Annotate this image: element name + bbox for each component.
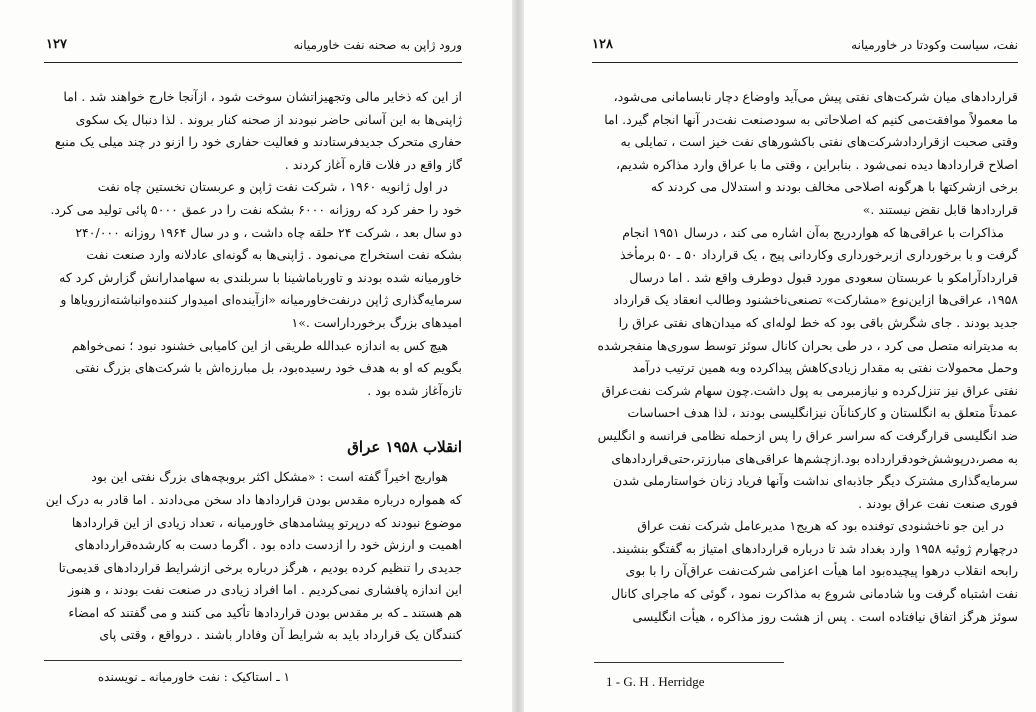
text-line: خود را حفر کرد که روزانه ۶۰۰۰ بشکه نفت را در عمق ۵۰۰۰ پائی تولید می کرد. bbox=[50, 201, 462, 217]
left-running-head bbox=[44, 34, 462, 56]
right-page-number: ۱۲۸ bbox=[592, 37, 613, 52]
text-line: وحمل محمولات نفتی به مقدار زیادی‌کاهش پیداکرده وبه همین ترتیب درآمد bbox=[632, 360, 1018, 376]
text-line: اصلاح قراردادها دیده نمی‌شود . بنابراین ، وقتی ما با عراق وارد مذاکره شدیم، bbox=[616, 156, 1018, 172]
right-head-rule bbox=[592, 62, 1018, 63]
text-line: گرفت و با برخورداری ازبرخورداری وکاردانی پیج ، یک قرارداد ۵۰ ـ ۵۰ برمأخذ bbox=[620, 247, 1018, 263]
text-line: از این که ذخایر مالی وتجهیزاتشان سوخت شود ، ازآنجا خارج خواهند شد . اما bbox=[63, 89, 462, 104]
text-line: بگویم که او به هدف خود رسیده‌بود، بل مبارزه‌اش با شرکت‌های بزرگ نفتی bbox=[75, 360, 462, 376]
text-line: حفاری متحرک جدیدفرستادند و فعالیت حفاری خود را ازنو در چند میلی یک منبع bbox=[54, 134, 462, 150]
text-line: خاورمیانه شده بودند و تاورباماشینا با سربلندی به سهامدارانش گزارش کرد که bbox=[59, 269, 462, 285]
text-line: این اندازه پافشاری نمی‌کردیم . اما افراد زیادی در صنعت نفت بودند ، و هنوز bbox=[68, 582, 462, 598]
text-line: سرمایه‌گذاری مشترک دیگر جاذبه‌ای نداشت وآنها فریاد زنان خواستارملی شدن bbox=[613, 473, 1018, 489]
text-line: برخی ازشرکتها با هرگونه اصلاحی مخالف بودند و استدلال می کردند که bbox=[650, 179, 1018, 195]
left-page bbox=[0, 0, 512, 712]
text-line: اهمیت و ارزش خود را ازدست داده بود . اگرما دست به کارشده‌قراردادهای bbox=[74, 537, 462, 553]
text-line: فوری صنعت نفت عراق بودند . bbox=[858, 495, 1018, 511]
text-line: کنندگان یک قرارداد باید به شرایط آن وفادار باشند . درواقع ، وقتی پای bbox=[99, 627, 462, 643]
text-line: قراردادهای میان شرکت‌های نفتی پیش می‌آید واوضاع دچار نابسامانی می‌شود، bbox=[613, 89, 1018, 104]
text-line: وقتی صحبت ازقراردادشرکت‌های نفتی باکشورهای نفت خیز است ، تمایلی به bbox=[620, 134, 1018, 150]
text-line: به مدیترانه متصل می کرد ، در طی بحران کانال سوئز توسط سوری‌ها منفجرشده bbox=[597, 337, 1018, 353]
text-line: هیچ کس به اندازه عبدالله طریقی از این کامیابی خشنود نبود ؛ نمی‌خواهم bbox=[71, 337, 448, 353]
left-head-rule bbox=[44, 62, 462, 63]
text-line: قراردادها قابل نقض نیستند .» bbox=[862, 201, 1018, 217]
text-line: ۱۹۵۸، عراقی‌ها ازاین‌نوع «مشارکت» تصنعی‌ناخشنود وطالب انعقاد یک قرارداد bbox=[613, 292, 1018, 308]
right-body-text bbox=[594, 86, 1018, 628]
text-line: تازه‌آغاز شده بود . bbox=[367, 382, 462, 398]
text-line: عمدتاً متعلق به انگلستان و کارکنانآن نیزانگلیسی بودند ، لذا هدف احساسات bbox=[627, 405, 1018, 421]
text-line: مذاکرات با عراقی‌ها که هواردریج به‌آن اشاره می کند ، درسال ۱۹۵۱ انجام bbox=[622, 224, 1004, 240]
text-line: ما معمولاً موافقت‌می کنیم که اصلاحاتی به سودصنعت نفت‌در آنها انجام گیرد. اما bbox=[604, 111, 1018, 127]
text-line: رابحه انقلاب درهوا پیچیده‌بود اما هیأت اعزامی شرکت‌نفت عراق‌آن را با بوی bbox=[625, 563, 1018, 579]
text-line: جدیدی را تنظیم کرده بودیم ، هرگز درباره برخی ازشرایط قراردادهای قدیمی‌تا bbox=[58, 559, 462, 575]
text-line: که همواره درباره مقدس بودن قراردادها داد سخن می‌دادند . اما قادر به درک این bbox=[45, 491, 462, 507]
text-line: ضد انگلیسی قرارگرفت که سراسر عراق را پس ازحمله نظامی فرانسه و انگلیس bbox=[597, 427, 1018, 443]
text-line: دو سال بعد ، شرکت ۲۴ حلقه چاه داشت ، و در سال ۱۹۶۴ روزانه ۲۴۰/۰۰۰ bbox=[75, 224, 462, 240]
text-line: گاز واقع در فلات قاره آغاز کردند . bbox=[284, 156, 462, 172]
text-line: به مصر،درپوشش‌خودقرارداده بود.ازچشم‌ها عراقی‌های مبارزتر،حتی‌قراردادهای bbox=[611, 450, 1018, 466]
right-footnote: 1 - G. H . Herridge bbox=[606, 674, 705, 689]
right-page bbox=[524, 0, 1036, 712]
right-running-title: نفت، سیاست وکودتا در خاورمیانه bbox=[851, 38, 1018, 52]
text-line: موضوع نبودند که درپرتو پیشامدهای خاورمیانه ، تعداد زیادی از این قراردادها bbox=[71, 514, 462, 530]
section-gap bbox=[44, 402, 462, 428]
text-line: درچهارم ژوئیه ۱۹۵۸ وارد بغداد شد تا درباره قراردادهای امتیاز به گفتگو بنشیند. bbox=[611, 540, 1018, 556]
right-running-head bbox=[592, 34, 1018, 56]
text-line: هم هستند ـ که بر مقدس بودن قراردادها تأکید می کنند و می گفتند که امضاء bbox=[68, 604, 462, 620]
text-line: نفتی عراق نیز تنزل‌کرده و نیازمبرمی به پول داشت.چون سهام شرکت نفت‌عراق bbox=[601, 382, 1018, 398]
right-footnote-rule bbox=[594, 662, 784, 663]
book-gutter bbox=[512, 0, 524, 712]
text-line: سوئز هرگز اتفاق نیافتاده است . پس از هشت روز مذاکره ، هیأت انگلیسی bbox=[632, 608, 1018, 624]
text-line: ژاپنی‌ها به این آسانی حاضر نبودند از صحنه کنار بروند . لذا دنبال یک سکوی bbox=[75, 111, 462, 127]
text-line: سرمایه‌گذاری ژاپن درنفت‌خاورمیانه «ازآینده‌ای امیدوار کننده‌وانباشته‌ازرویاها و bbox=[60, 292, 462, 308]
text-line: جدید بودند . جای شگرش باقی بود که خط لوله‌ای که میدان‌های نفتی عراق را bbox=[618, 314, 1018, 330]
text-line: در اول ژانویه ۱۹۶۰ ، شرکت نفت ژاپن و عربستان نخستین چاه نفت bbox=[97, 179, 448, 195]
left-footnote: ۱ ـ استاکیک : نفت خاورمیانه ـ نویسنده bbox=[97, 670, 290, 684]
text-line: بشکه نفت استخراج می‌نمود . ژاپنی‌ها به گونه‌ای عادلانه وارد صنعت نفت bbox=[86, 247, 462, 263]
section-heading: انقلاب ۱۹۵۸ عراق bbox=[347, 438, 462, 457]
left-footnote-rule bbox=[44, 660, 462, 661]
left-page-number: ۱۲۷ bbox=[46, 37, 67, 52]
text-line: امیدهای بزرگ برخورداراست .»۱ bbox=[291, 314, 462, 330]
text-line: قراردادآرامکو با عربستان سعودی مورد قبول دوطرف واقع شد . اما درسال bbox=[629, 269, 1018, 285]
text-line: نفت اشتباه گرفت وبا شادمانی شروع به مذاکرت نمود ، گوئی که ماجرای کانال bbox=[611, 586, 1018, 602]
text-line: در این جو ناخشنودی توفنده بود که هریج۱ مدیرعامل شرکت نفت عراق bbox=[637, 518, 1004, 534]
left-body-text bbox=[44, 86, 462, 647]
left-running-title: ورود ژاپن به صحنه نفت خاورمیانه bbox=[293, 38, 462, 52]
text-line: هواریج اخیراً گفته است : «مشکل اکثر بروبچه‌های بزرگ نفتی این بود bbox=[91, 469, 448, 485]
